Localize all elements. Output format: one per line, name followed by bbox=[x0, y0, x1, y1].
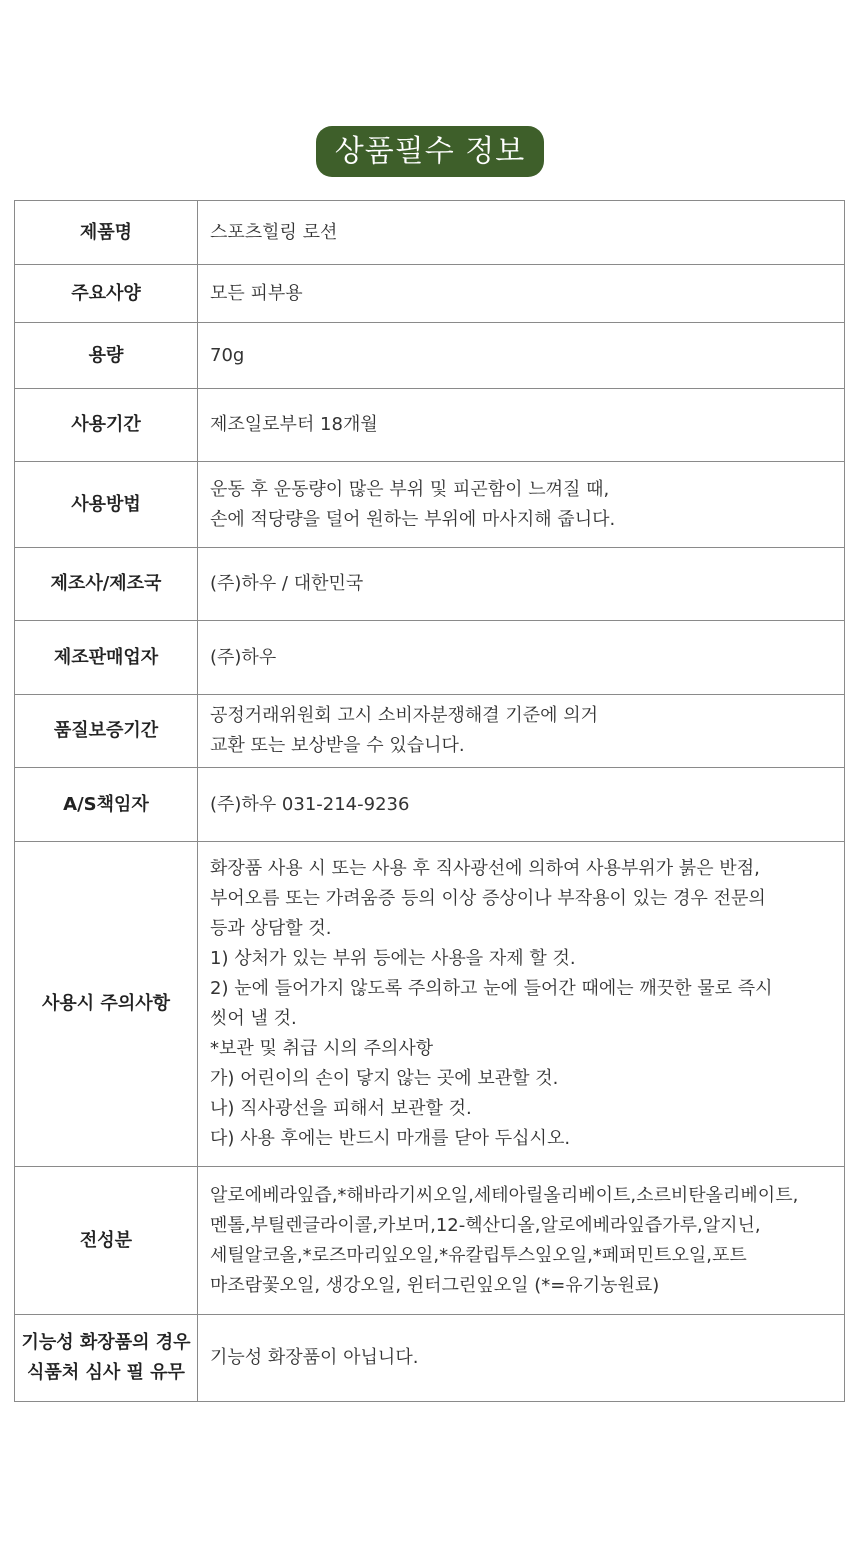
table-row bbox=[15, 1167, 845, 1315]
row-label: 기능성 화장품의 경우 식품처 심사 필 유무 bbox=[15, 1315, 198, 1402]
row-label: 제조사/제조국 bbox=[15, 548, 198, 621]
row-label: 용량 bbox=[15, 323, 198, 389]
table-row bbox=[15, 201, 845, 265]
table-row bbox=[15, 389, 845, 462]
row-value: 공정거래위원회 고시 소비자분쟁해결 기준에 의거 교환 또는 보상받을 수 있습니다. bbox=[198, 695, 845, 768]
table-row bbox=[15, 695, 845, 768]
row-value: (주)하우 / 대한민국 bbox=[198, 548, 845, 621]
row-value: (주)하우 bbox=[198, 621, 845, 695]
row-label: 사용기간 bbox=[15, 389, 198, 462]
row-value: 70g bbox=[198, 323, 845, 389]
row-value: (주)하우 031-214-9236 bbox=[198, 768, 845, 842]
table-row bbox=[15, 462, 845, 548]
row-value: 모든 피부용 bbox=[198, 265, 845, 323]
row-value: 운동 후 운동량이 많은 부위 및 피곤함이 느껴질 때, 손에 적당량을 덜어 원하는 부위에 마사지해 줍니다. bbox=[198, 462, 845, 548]
row-label: 제품명 bbox=[15, 201, 198, 265]
row-value: 알로에베라잎즙,*해바라기씨오일,세테아릴올리베이트,소르비탄올리베이트, 멘톨,부틸렌글라이콜,카보머,12-헥산디올,알로에베라잎즙가루,알지닌, 세틸알코올,*로즈마리잎오일,*유칼립투스잎오일,*페퍼민트오일,포트 마조람꽃오일, 생강오일, 윈터그린잎오일 (*=유기농원료) bbox=[198, 1167, 845, 1315]
row-value: 스포츠힐링 로션 bbox=[198, 201, 845, 265]
table-row bbox=[15, 1315, 845, 1402]
row-value: 기능성 화장품이 아닙니다. bbox=[198, 1315, 845, 1402]
row-label: 전성분 bbox=[15, 1167, 198, 1315]
product-info-table bbox=[14, 200, 845, 1402]
table-row bbox=[15, 548, 845, 621]
page-title: 상품필수 정보 bbox=[316, 126, 544, 177]
table-row bbox=[15, 842, 845, 1167]
row-label: 품질보증기간 bbox=[15, 695, 198, 768]
row-label: 사용방법 bbox=[15, 462, 198, 548]
table-row bbox=[15, 621, 845, 695]
row-label: 주요사양 bbox=[15, 265, 198, 323]
table-row bbox=[15, 265, 845, 323]
row-label: 사용시 주의사항 bbox=[15, 842, 198, 1167]
row-label: 제조판매업자 bbox=[15, 621, 198, 695]
row-value: 제조일로부터 18개월 bbox=[198, 389, 845, 462]
row-label: A/S책임자 bbox=[15, 768, 198, 842]
table-row bbox=[15, 323, 845, 389]
table-row bbox=[15, 768, 845, 842]
row-value: 화장품 사용 시 또는 사용 후 직사광선에 의하여 사용부위가 붉은 반점, 부어오름 또는 가려움증 등의 이상 증상이나 부작용이 있는 경우 전문의 등과 상담할 것. 1) 상처가 있는 부위 등에는 사용을 자제 할 것. 2) 눈에 들어가지 않도록 주의하고 눈에 들어간 때에는 깨끗한 물로 즉시 씻어 낼 것. *보관 및 취급 시의 주의사항 가) 어린이의 손이 닿지 않는 곳에 보관할 것. 나) 직사광선을 피해서 보관할 것. 다) 사용 후에는 반드시 마개를 닫아 두십시오. bbox=[198, 842, 845, 1167]
